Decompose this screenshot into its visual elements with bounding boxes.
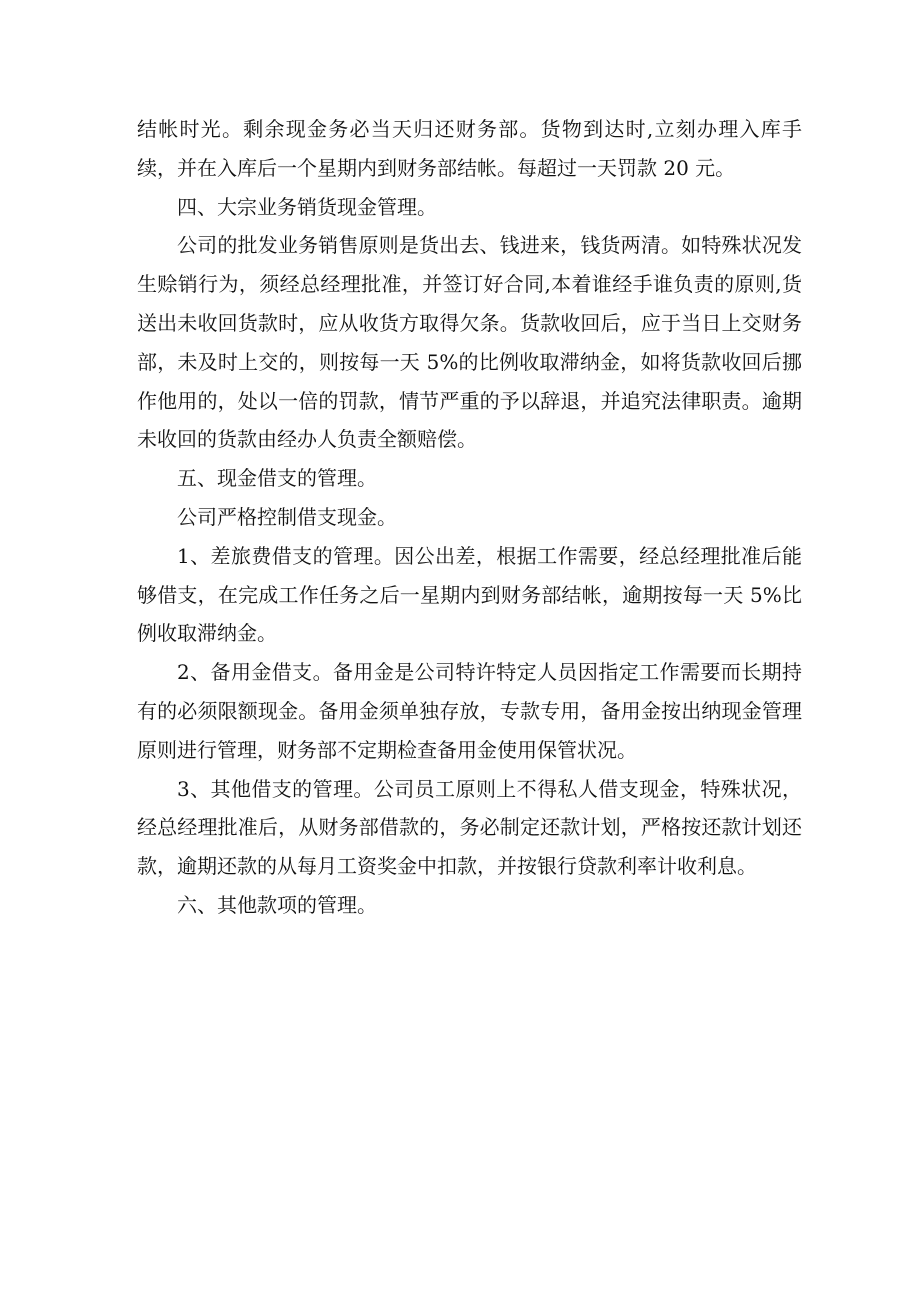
section-heading-wholesale-cash: 四、大宗业务销货现金管理。 <box>177 194 437 219</box>
section-heading-other-funds: 六、其他款项的管理。 <box>177 892 377 917</box>
paragraph-cash-settlement: 结帐时光。剩余现金务必当天归还财务部。货物到达时,立刻办理入库手续，并在入库后一个星期内到财务部结帐。每超过一天罚款 20 元。 <box>137 117 802 180</box>
document-body <box>137 110 802 925</box>
paragraph-petty-cash: 2、备用金借支。备用金是公司特许特定人员因指定工作需要而长期持有的必须限额现金。备用金须单独存放，专款专用，备用金按出纳现金管理原则进行管理，财务部不定期检查备用金使用保管状况。 <box>137 660 802 762</box>
paragraph-other-advance: 3、其他借支的管理。公司员工原则上不得私人借支现金，特殊状况，经总经理批准后，从财务部借款的，务必制定还款计划，严格按还款计划还款，逾期还款的从每月工资奖金中扣款，并按银行贷款利率计收利息。 <box>137 776 802 879</box>
paragraph-travel-advance: 1、差旅费借支的管理。因公出差，根据工作需要，经总经理批准后能够借支，在完成工作任务之后一星期内到财务部结帐，逾期按每一天 5%比例收取滞纳金。 <box>137 543 802 646</box>
paragraph-wholesale-principle: 公司的批发业务销售原则是货出去、钱进来，钱货两清。如特殊状况发生赊销行为，须经总经理批准，并签订好合同,本着谁经手谁负责的原则,货送出未收回货款时，应从收货方取得欠条。货款收回后，应于当日上交财务部，未及时上交的，则按每一天 5%的比例收取滞纳金，如将货款收回后挪作他用的，处以一倍的罚款，情节严重的予以辞退，并追究法律职责。逾期未收回的货款由经办人负责全额赔偿。 <box>137 233 802 452</box>
paragraph-strict-control: 公司严格控制借支现金。 <box>177 504 397 529</box>
section-heading-cash-advance: 五、现金借支的管理。 <box>177 466 377 491</box>
